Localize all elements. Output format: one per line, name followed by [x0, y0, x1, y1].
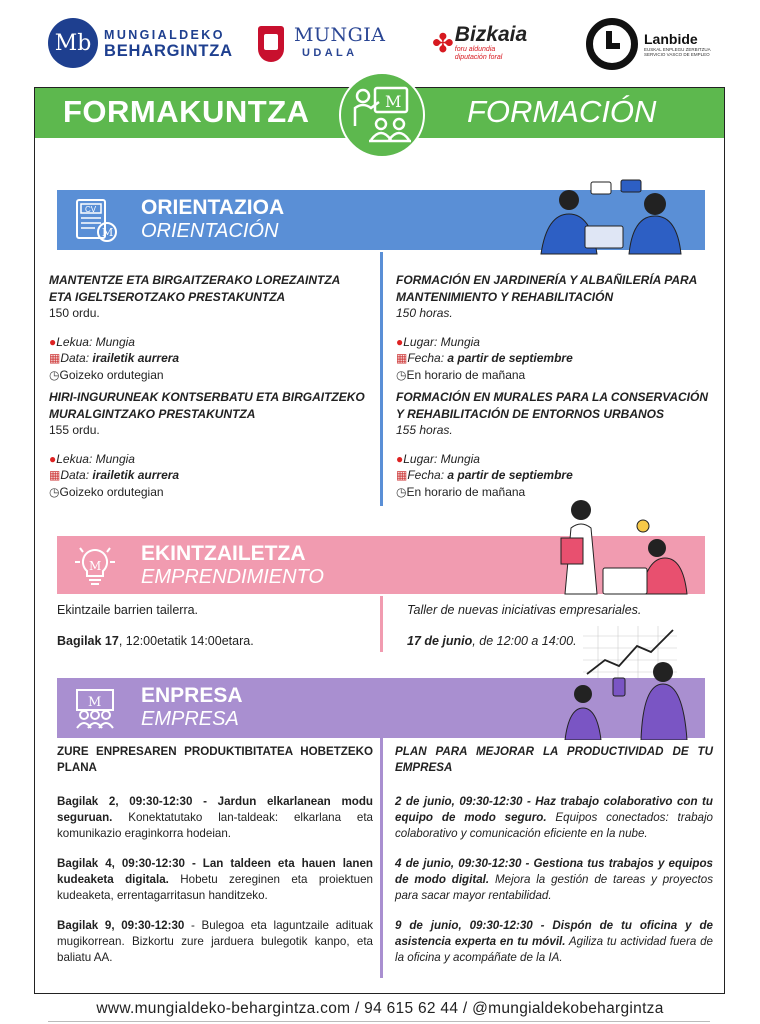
place-value: Mungia [95, 334, 135, 349]
shield-icon [258, 26, 284, 62]
social-handle[interactable]: @mungialdekobehargintza [472, 1000, 664, 1017]
schedule-value: Goizeko ordutegian [59, 484, 164, 499]
session-item: Bagilak 4, 09:30-12:30 - Lan taldeen eta hauen lanen kudeaketa digitala. Hobetu zereginen eta proiektuen kudeaketa, errentagarritasun handitzeko. [57, 857, 373, 902]
mungia-udala-logo [258, 26, 386, 62]
lanbide-line3: SERVICIO VASCO DE EMPLEO [644, 52, 710, 57]
teacher-icon [339, 72, 425, 158]
calendar-icon: ▦ [396, 468, 408, 482]
bizkaia-line1: Bizkaia [454, 23, 528, 46]
business-team-illustration [555, 656, 695, 745]
mb-line2: BEHARGINTZA [104, 42, 233, 60]
date-value: a partir de septiembre [447, 468, 573, 482]
oak-leaf-icon: ✤ [432, 28, 454, 58]
orientacion-left-column [49, 272, 369, 500]
date-label: Fecha: [407, 468, 445, 482]
svg-text:M: M [89, 559, 102, 573]
cv-document-icon [71, 196, 119, 244]
empresa-right-column [395, 744, 713, 966]
place-value: Mungia [95, 451, 135, 466]
date-label: Fecha: [407, 351, 445, 365]
workshop-description: Taller de nuevas iniciativas empresariales. [407, 603, 642, 617]
calendar-icon: ▦ [396, 351, 408, 365]
location-pin-icon: ● [396, 451, 404, 466]
lightbulb-icon [71, 542, 119, 590]
lanbide-clock-icon [586, 18, 638, 70]
clock-icon: ◷ [396, 484, 407, 499]
session-item: 2 de junio, 09:30-12:30 - Haz trabajo colaborativo con tu equipo de modo seguro. Equipos conectados: trabajo colaborativo y comunicación eficiente en la nube. [395, 795, 713, 840]
svg-text:M: M [385, 92, 402, 111]
column-divider [380, 252, 383, 506]
date-label: Data: [60, 351, 90, 365]
lanbide-line1: Lanbide [644, 31, 698, 47]
website-link[interactable]: www.mungialdeko-behargintza.com [96, 1000, 351, 1017]
schedule-value: Goizeko ordutegian [59, 367, 164, 382]
course-hours: 155 ordu. [49, 423, 100, 437]
place-label: Lekua: [56, 451, 93, 466]
schedule-value: En horario de mañana [406, 484, 526, 499]
date-value: irailetik aurrera [92, 468, 180, 482]
emprendimiento-left-column [57, 602, 367, 649]
bizkaia-line2: foru aldundia [454, 46, 496, 53]
location-pin-icon: ● [49, 451, 57, 466]
footer-underline [48, 1021, 710, 1022]
course-title: ETA IGELTSEROTZAKO PRESTAKUNTZA [49, 289, 286, 304]
empresa-left-column [57, 744, 373, 966]
place-label: Lekua: [56, 334, 93, 349]
footer-separator: / [458, 1000, 473, 1017]
company-icon [71, 684, 119, 732]
orientacion-right-column [396, 272, 716, 500]
column-divider [380, 738, 383, 978]
footer [0, 1000, 760, 1018]
empresa-title-eu: ENPRESA [141, 684, 243, 707]
workshop-date: Bagilak 17 [57, 633, 119, 648]
schedule-value: En horario de mañana [406, 367, 526, 382]
course-title: HIRI-INGURUNEAK KONTSERBATU ETA BIRGAITZEKO [49, 390, 365, 404]
bizkaia-logo [432, 24, 527, 62]
session-item: Bagilak 2, 09:30-12:30 - Jardun elkarlanean modu seguruan. Konektatutako lan-taldeak: elkarlana eta komunikazio eraginkorra hodeian. [57, 795, 373, 840]
place-label: Lugar: [403, 334, 438, 349]
mungia-line1: MUNGIA [294, 24, 386, 46]
location-pin-icon: ● [396, 334, 404, 349]
plan-title: ZURE ENPRESAREN PRODUKTIBITATEA HOBETZEKO PLANA [57, 745, 373, 774]
clock-icon: ◷ [49, 484, 60, 499]
course-title: Y REHABILITACIÓN DE ENTORNOS URBANOS [396, 406, 665, 421]
course-hours: 150 ordu. [49, 306, 100, 320]
workshop-date: 17 de junio [407, 633, 473, 648]
mb-line1: MUNGIALDEKO [104, 28, 225, 42]
banner-title-es: FORMACIÓN [467, 94, 657, 129]
empresa-title-es: EMPRESA [141, 708, 239, 730]
session-item: Bagilak 9, 09:30-12:30 - Bulegoa eta laguntzaile adituak mugikorrean. Bizkortu zure jarduera bulegotik kanpo, eta baliatu AA. [57, 919, 373, 964]
place-value: Mungia [440, 451, 480, 466]
lanbide-line2: EUSKAL ENPLEGU ZERBITZUA [644, 47, 711, 52]
mungia-line2: UDALA [302, 47, 358, 59]
footer-separator: / [350, 1000, 365, 1017]
date-value: irailetik aurrera [92, 351, 180, 365]
emprendimiento-title-es: EMPRENDIMIENTO [141, 566, 324, 588]
course-hours: 155 horas. [396, 423, 453, 437]
clock-icon: ◷ [49, 367, 60, 382]
clock-icon: ◷ [396, 367, 407, 382]
workshop-illustration [551, 498, 701, 603]
bizkaia-line3: diputación foral [454, 54, 503, 61]
course-title: MURALGINTZAKO PRESTAKUNTZA [49, 406, 256, 421]
course-title: MANTENTZE ETA BIRGAITZERAKO LOREZAINTZA [49, 273, 341, 287]
workshop-time: , de 12:00 a 14:00. [472, 633, 577, 648]
orientacion-title-es: ORIENTACIÓN [141, 220, 279, 242]
calendar-icon: ▦ [49, 351, 61, 365]
location-pin-icon: ● [49, 334, 57, 349]
plan-title: PLAN PARA MEJORAR LA PRODUCTIVIDAD DE TU EMPRESA [395, 745, 713, 774]
course-title: MANTENIMIENTO Y REHABILITACIÓN [396, 289, 614, 304]
column-divider [380, 596, 383, 652]
session-item: 4 de junio, 09:30-12:30 - Gestiona tus trabajos y equipos de modo digital. Mejora la gestión de tareas y proyectos para sacar mayor rentabilidad. [395, 857, 714, 902]
session-item: 9 de junio, 09:30-12:30 - Dispón de tu oficina y de asistencia experta en tu móvil. Agiliza tu actividad fuera de la oficina y acompáñate de la IA. [395, 919, 713, 964]
svg-text:CV: CV [85, 205, 97, 214]
course-title: FORMACIÓN EN JARDINERÍA Y ALBAÑILERÍA PARA [396, 273, 698, 287]
course-hours: 150 horas. [396, 306, 453, 320]
phone-number[interactable]: 94 615 62 44 [364, 1000, 459, 1017]
mb-monogram: Mb [48, 18, 98, 68]
course-title: FORMACIÓN EN MURALES PARA LA CONSERVACIÓN [396, 390, 708, 404]
calendar-icon: ▦ [49, 468, 61, 482]
date-label: Data: [60, 468, 90, 482]
date-value: a partir de septiembre [447, 351, 573, 365]
place-value: Mungia [440, 334, 480, 349]
emprendimiento-title-eu: EKINTZAILETZA [141, 542, 306, 565]
lanbide-logo [586, 18, 711, 70]
main-frame [34, 87, 725, 994]
orientacion-title-eu: ORIENTAZIOA [141, 196, 285, 219]
people-talking-illustration [521, 178, 697, 261]
banner-title-eu: FORMAKUNTZA [63, 94, 310, 129]
mungialdeko-behargintza-logo [48, 18, 233, 68]
workshop-time: , 12:00etatik 14:00etara. [118, 633, 254, 648]
workshop-description: Ekintzaile barrien tailerra. [57, 603, 199, 617]
svg-text:M: M [102, 226, 114, 239]
svg-text:M: M [88, 695, 102, 710]
place-label: Lugar: [403, 451, 438, 466]
